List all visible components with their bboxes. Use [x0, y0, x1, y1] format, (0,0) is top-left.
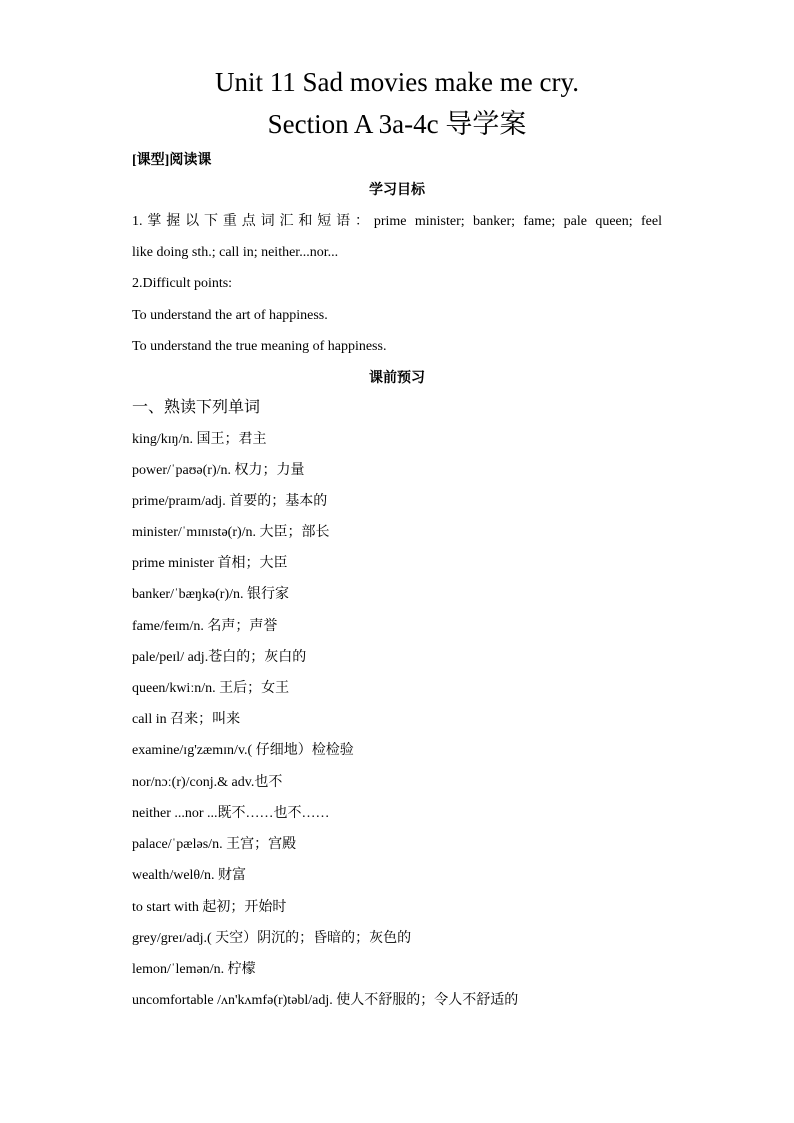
objective-2: 2.Difficult points: [132, 276, 233, 291]
vocab-item: wealth/welθ/n. 财富 [132, 868, 247, 883]
vocab-item: grey/greɪ/adj.( 天空）阴沉的；昏暗的；灰色的 [132, 931, 412, 946]
vocab-item: prime/praɪm/adj. 首要的；基本的 [132, 494, 328, 509]
vocab-item: nor/nɔː(r)/conj.& adv.也不 [132, 775, 283, 790]
vocab-item: lemon/ˈlemən/n. 柠檬 [132, 962, 256, 977]
vocab-item: to start with 起初；开始时 [132, 900, 287, 915]
vocab-item: uncomfortable /ʌn'kʌmfə(r)təbl/adj. 使人不舒服的；令人不舒适的 [132, 993, 519, 1008]
section-one-heading: 一、熟读下列单词 [132, 399, 261, 416]
objective-2-b: To understand the true meaning of happiness. [132, 339, 387, 354]
vocab-item: prime minister 首相；大臣 [132, 556, 288, 571]
objective-2-a: To understand the art of happiness. [132, 308, 328, 323]
vocab-item: queen/kwiːn/n. 王后；女王 [132, 681, 290, 696]
vocab-item: power/ˈpaʊə(r)/n. 权力；力量 [132, 463, 305, 478]
vocab-item: neither ...nor ...既不……也不…… [132, 806, 330, 821]
vocab-item: banker/ˈbæŋkə(r)/n. 银行家 [132, 587, 289, 602]
vocab-item: call in 召来；叫来 [132, 712, 241, 727]
objective-1-line-2: like doing sth.; call in; neither...nor... [132, 245, 339, 260]
objective-1-line-1: 1.掌握以下重点词汇和短语：prime minister; banker; fame; pale queen; feel [132, 214, 662, 229]
objectives-heading: 学习目标 [369, 183, 425, 198]
vocab-item: pale/peɪl/ adj.苍白的；灰白的 [132, 650, 307, 665]
page-subtitle: Section A 3a-4c 导学案 [267, 109, 527, 139]
preview-heading: 课前预习 [369, 371, 425, 386]
vocab-item: palace/ˈpæləs/n. 王宫；宫殿 [132, 837, 297, 852]
page-title: Unit 11 Sad movies make me cry. [215, 67, 579, 97]
vocab-item: examine/ɪg'zæmɪn/v.( 仔细地）检检验 [132, 743, 354, 758]
vocab-item: minister/ˈmɪnɪstə(r)/n. 大臣；部长 [132, 525, 330, 540]
vocab-item: king/kɪŋ/n. 国王；君主 [132, 432, 267, 447]
lesson-type: [课型]阅读课 [132, 153, 212, 168]
vocab-item: fame/feɪm/n. 名声；声誉 [132, 619, 278, 634]
